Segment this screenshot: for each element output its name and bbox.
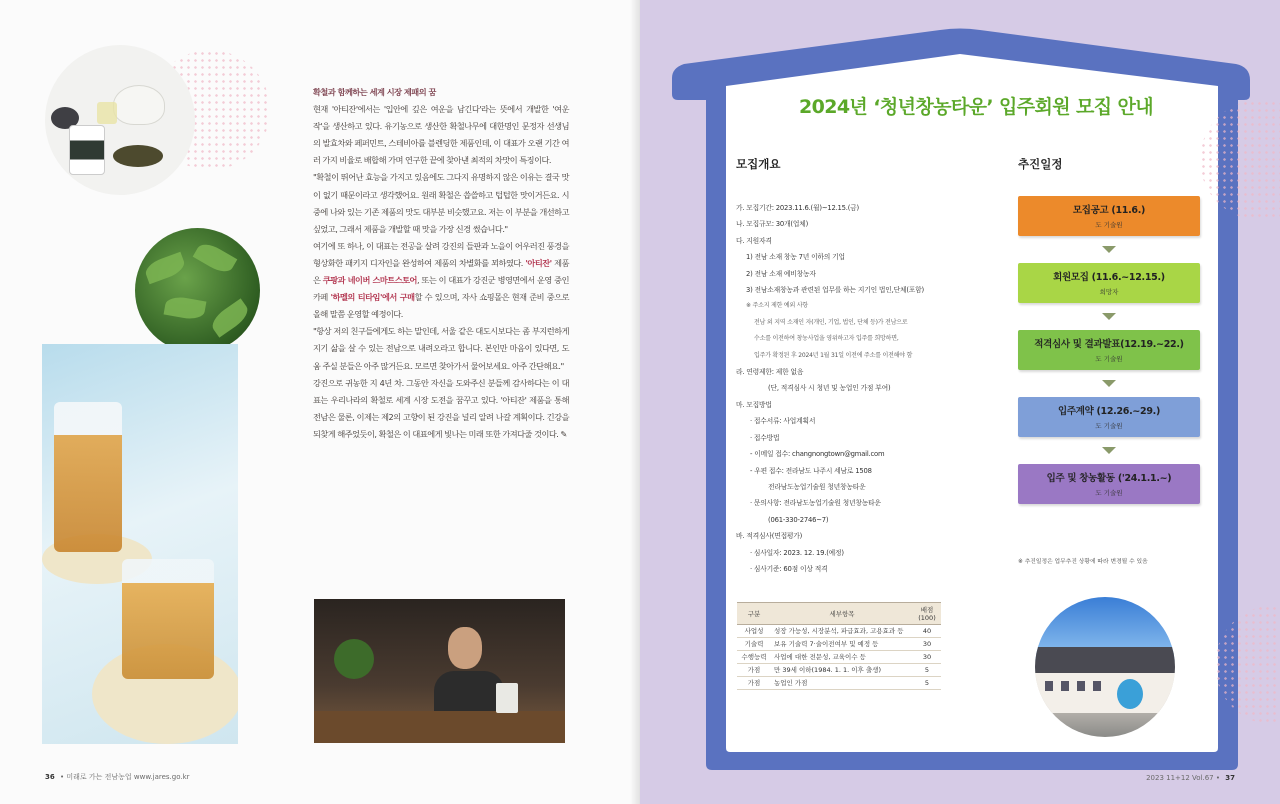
overview-line: · 심사기준: 60점 이상 적격: [750, 564, 828, 573]
left-folio: 36 • 미래로 가는 전남농업 www.jares.go.kr: [45, 773, 190, 781]
schedule-step-title: 입주계약 (12.26.~29.): [1057, 406, 1161, 417]
schedule-flow: [1018, 196, 1200, 504]
overview-line: 수소를 이전하여 창농사업을 영위하고자 입주를 희망하면,: [754, 335, 899, 343]
table-cell: 농업인 가점: [771, 677, 913, 690]
overview-line: - 우편 접수: 전라남도 나주시 세남로 1508: [750, 466, 872, 475]
building-photo: [1035, 597, 1175, 737]
table-cell: 30: [913, 651, 941, 664]
overview-line: (061-330-2746~7): [768, 515, 829, 524]
table-cell: 만 39세 이하(1984. 1. 1. 이후 출생): [771, 664, 913, 677]
table-cell: 40: [913, 625, 941, 638]
score-table: [737, 602, 941, 690]
overview-line: 2) 전남 소재 예비창농자: [746, 269, 816, 278]
down-arrow-icon: [1102, 380, 1116, 387]
overview-title: 모집개요: [736, 157, 781, 171]
down-arrow-icon: [1102, 313, 1116, 320]
overview-line: ※ 주소지 제한 예외 사항: [746, 302, 809, 310]
schedule-step: [1018, 196, 1200, 236]
article-paragraph: "확철이 뛰어난 효능을 가지고 있음에도 그다지 유명하지 않은 이유는 결국 맛이 없기 때문이라고 생각했어요. 원래 확철은 씁쓸하고 텁텁한 맛이거든요. 시중에 나와 있는 기존 제품의 맛도 대부분 비슷했고요. 저는 이 부분을 개선하고 싶었고, 그래서 제품을 개발할 때 맛을 가장 신경 썼습니다.": [313, 172, 569, 234]
table-cell: 사업성: [737, 625, 771, 638]
overview-line: 3) 전남소재창농과 관련된 업무를 하는 지기인 법인,단체(포함): [746, 286, 924, 295]
overview-line: · 심사일자: 2023. 12. 19.(예정): [750, 548, 844, 557]
table-cell: 5: [913, 664, 941, 677]
schedule-step: [1018, 464, 1200, 504]
table-cell: 사업에 대한 전문성, 교육이수 등: [771, 651, 913, 664]
iced-tea-photo: [42, 344, 238, 744]
table-cell: 수행능력: [737, 651, 771, 664]
schedule-step: [1018, 330, 1200, 370]
article-paragraph: 강진으로 귀농한 지 4년 차. 그동안 자신을 도와주신 분들께 감사하다는 이 대표는 우리나라의 확철로 세계 시장 도전을 꿈꾸고 있다. '아티잔' 제품을 통해 전남은 물론, 이제는 제2의 고향이 된 강진을 널리 알려 나갈 계획이다. 긴강을 되찾게 해주었듯이, 확철은 이 대표에게 빛나는 미래 또한 가져다줄 것이다. ✎: [313, 377, 569, 439]
overview-line: 마. 모집방법: [736, 400, 772, 409]
table-cell: 30: [913, 638, 941, 651]
schedule-step-owner: 도 기술원: [1095, 422, 1123, 430]
tea-products-photo: [45, 45, 195, 195]
table-cell: 보유 기술력 7·술이전여부 및 예정 등: [771, 638, 913, 651]
table-cell: 기술력: [737, 638, 771, 651]
schedule-title: 추진일정: [1018, 157, 1063, 171]
article-paragraph: 현재 '아티잔'에서는 '입안에 깊은 여운을 남긴다'라는 뜻에서 개발한 '여운작'을 생산하고 있다. 유기농으로 생산한 확철나무에 대한명인 문정자 선생님의 발효차와 페퍼민트, 스테비아를 블렌딩한 제품인데, 이 대표가 오랜 기간 여러 가지 비율로 배합해 가며 연구한 끝에 찾아낸 최적의 차맛이 특징이다.: [313, 104, 569, 166]
schedule-step-owner: 도 기술원: [1095, 355, 1123, 363]
schedule-step-owner: 희망자: [1099, 288, 1119, 296]
table-cell: 가점: [737, 677, 771, 690]
overview-line: 라. 연령제한: 제한 없음: [736, 368, 804, 377]
schedule-note: ※ 추진일정은 업무추진 상황에 따라 변경될 수 있음: [1018, 559, 1148, 565]
schedule-step-title: 회원모집 (11.6.~12.15.): [1053, 272, 1165, 283]
article-paragraph: "항상 저의 친구들에게도 하는 말인데, 서울 같은 대도시보다는 좀 부지런하게 지기 삶을 살 수 있는 전남으로 내려오라고 합니다. 본인만 마음이 있다면, 도움 주실 분들은 아주 많거든요. 모르면 찾아가서 물어보세요. 아주 간단해요.": [313, 326, 569, 371]
tea-leaves-photo: [135, 228, 260, 353]
overview-line: 다. 지원자격: [736, 236, 772, 245]
article-body: [313, 84, 569, 443]
down-arrow-icon: [1102, 447, 1116, 454]
table-row: [737, 651, 941, 664]
table-row: [737, 625, 941, 638]
overview-line: 가. 모집기간: 2023.11.6.(월)~12.15.(금): [736, 204, 860, 212]
right-page: [640, 0, 1280, 804]
overview-line: 전남 외 지역 소재인 자(개인, 기업, 법인, 단체 등)가 전남으로: [754, 318, 908, 326]
table-row: [737, 677, 941, 690]
schedule-step-owner: 도 기술원: [1095, 489, 1123, 497]
schedule-step-title: 입주 및 창농활동 ('24.1.1.~): [1046, 473, 1172, 484]
article-heading: 확철과 함께하는 세계 시장 제패의 꿈: [313, 87, 436, 97]
magazine-name: 미래로 가는 전남농업 www.jares.go.kr: [66, 773, 190, 781]
table-row: [737, 664, 941, 677]
schedule-step: [1018, 397, 1200, 437]
overview-line: · 접수서류: 사업계획서: [750, 417, 816, 426]
overview-line: 1) 전남 소재 창농 7년 이하의 기업: [746, 253, 845, 262]
overview-line: - 이메일 접수: changnongtown@gmail.com: [750, 450, 885, 459]
overview-line: · 문의사항: 전라남도농업기술원 청년창농타운: [750, 499, 881, 508]
issue-info: 2023 11+12 Vol.67: [1146, 774, 1214, 782]
page-number: 37: [1225, 774, 1235, 782]
overview-line: (단, 적격심사 시 청년 및 농업인 가점 부여): [768, 384, 891, 393]
poster-title: 2024년 ‘청년창농타운’ 입주회원 모집 안내: [798, 96, 1154, 118]
table-header-row: 구분 세부항목 배점 (100): [737, 603, 941, 625]
overview-line: · 접수방법: [750, 433, 780, 442]
overview-line: 전라남도농업기술원 청년창농타운: [768, 482, 866, 491]
schedule-step-title: 적격심사 및 결과발표(12.19.~22.): [1034, 339, 1184, 350]
article-paragraph: 여기에 또 하나, 이 대표는 전공을 살려 강진의 들판과 노을이 어우러진 풍경을 형상화한 패키지 디자인을 완성하여 제품의 차별화를 꾀하였다. '아티잔' 제품은 쿠팡과 네이버 스마트스토어, 또는 이 대표가 강진군 병영면에서 운영 중인 카페 '하멜의 티타임'에서 구매할 수 있으며, 자사 쇼핑몰은 현재 준비 중으로 올해 말쯤 운영할 예정이다.: [313, 240, 570, 320]
table-cell: 성장 가능성, 시장분석, 파급효과, 고용효과 등: [771, 625, 913, 638]
barista-photo: [314, 599, 565, 743]
overview-line: 입주가 확정된 후 2024년 1월 31일 이전에 주소를 이전해야 함: [754, 351, 913, 359]
overview-line: 나. 모집규모: 30개(업체): [736, 220, 809, 229]
table-cell: 가점: [737, 664, 771, 677]
down-arrow-icon: [1102, 246, 1116, 253]
schedule-step-title: 모집공고 (11.6.): [1072, 205, 1146, 216]
page-number: 36: [45, 773, 55, 781]
right-folio: 2023 11+12 Vol.67 • 37: [1146, 774, 1235, 782]
schedule-step-owner: 도 기술원: [1095, 221, 1123, 229]
table-row: [737, 638, 941, 651]
table-cell: 5: [913, 677, 941, 690]
overview-line: 바. 적격심사(면접평가): [736, 532, 803, 541]
schedule-step: [1018, 263, 1200, 303]
overview-list: [736, 200, 976, 577]
